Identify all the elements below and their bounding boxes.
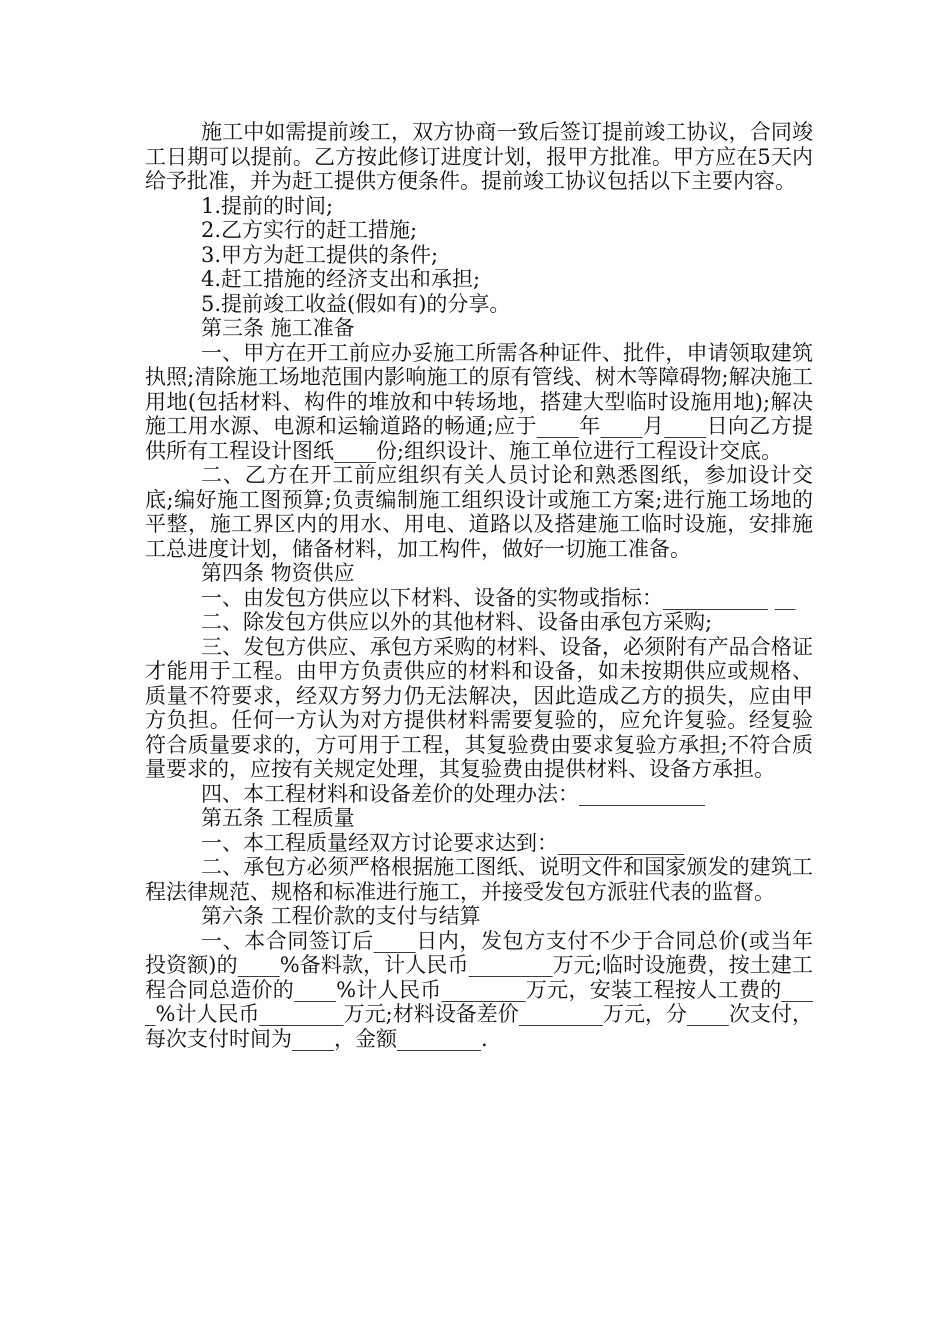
section-heading-6: 第六条 工程价款的支付与结算	[201, 904, 481, 928]
document-body	[145, 120, 813, 1051]
paragraph-6-1: 一、本合同签订后____日内，发包方支付不少于合同总价(或当年投资额)的____%备料款，计人民币________万元;临时设施费，按土建工程合同总造价的____%计人民币________万元，安装工程按人工费的____%计人民币________万元;材料设备差价________万元，分____次支付，每次支付时间为____，金额________.	[145, 928, 813, 1051]
paragraph-4-2: 二、除发包方供应以外的其他材料、设备由承包方采购;	[201, 610, 713, 634]
paragraph-4-4: 四、本工程材料和设备差价的处理办法：____________	[201, 781, 705, 806]
paragraph-4-3: 三、发包方供应、承包方采购的材料、设备，必须附有产品合格证才能用于工程。由甲方负责供应的材料和设备，如未按期供应或规格、质量不符要求，经双方努力仍无法解决，因此造成乙方的损失，应由甲方负担。任何一方认为对方提供材料需要复验的，应允许复验。经复验符合质量要求的，方可用于工程，其复验费由要求复验方承担;不符合质量要求的，应按有关规定处理，其复验费由提供材料、设备方承担。	[145, 634, 813, 781]
list-item-4: 4.赶工措施的经济支出和承担;	[201, 267, 481, 291]
paragraph-5-2: 二、承包方必须严格根据施工图纸、说明文件和国家颁发的建筑工程法律规范、规格和标准进行施工，并接受发包方派驻代表的监督。	[145, 855, 813, 904]
paragraph-early-completion: 施工中如需提前竣工，双方协商一致后签订提前竣工协议，合同竣工日期可以提前。乙方按此修订进度计划，报甲方批准。甲方应在5天内给予批准，并为赶工提供方便条件。提前竣工协议包括以下主要内容。	[145, 120, 813, 193]
list-item-2: 2.乙方实行的赶工措施;	[201, 218, 418, 242]
paragraph-4-1: 一、由发包方供应以下材料、设备的实物或指标：__________ __	[201, 585, 796, 610]
paragraph-5-1: 一、本工程质量经双方讨论要求达到：____________	[201, 830, 684, 855]
list-item-5: 5.提前竣工收益(假如有)的分享。	[201, 291, 511, 316]
paragraph-3-1: 一、甲方在开工前应办妥施工所需各种证件、批件，申请领取建筑执照;清除施工场地范围内影响施工的原有管线、树木等障碍物;解决施工用地(包括材料、构件的堆放和中转场地，搭建大型临时设施用地);解决施工用水源、电源和运输道路的畅通;应于____年____月____日向乙方提供所有工程设计图纸____份;组织设计、施工单位进行工程设计交底。	[145, 340, 813, 463]
paragraph-3-2: 二、乙方在开工前应组织有关人员讨论和熟悉图纸，参加设计交底;编好施工图预算;负责编制施工组织设计或施工方案;进行施工场地的平整，施工界区内的用水、用电、道路以及搭建施工临时设施，安排施工总进度计划，储备材料，加工构件，做好一切施工准备。	[145, 463, 813, 561]
section-heading-5: 第五条 工程质量	[201, 806, 355, 830]
list-item-1: 1.提前的时间;	[201, 193, 334, 218]
list-item-3: 3.甲方为赶工提供的条件;	[201, 242, 439, 267]
section-heading-4: 第四条 物资供应	[201, 561, 355, 585]
section-heading-3: 第三条 施工准备	[201, 316, 355, 340]
